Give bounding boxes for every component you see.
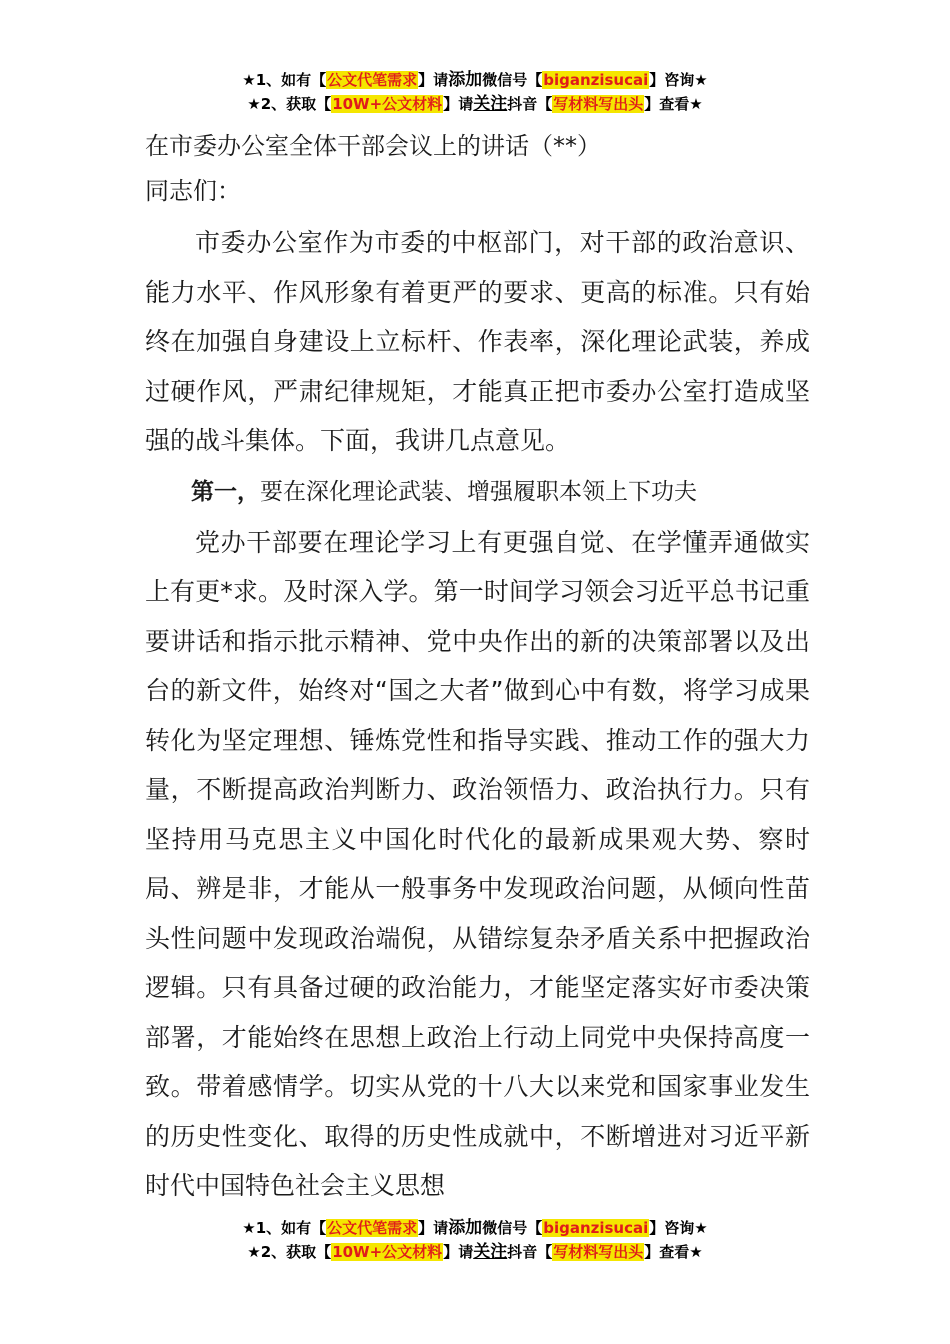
banner-text: 】请 bbox=[418, 1219, 449, 1237]
banner-highlight: 写材料写出头 bbox=[553, 1243, 644, 1261]
banner-text: 】请 bbox=[443, 1243, 474, 1261]
banner-text: ★1、如有【 bbox=[242, 1219, 327, 1237]
banner-text: 】查看★ bbox=[644, 95, 703, 113]
banner-text: 关注 bbox=[473, 94, 508, 114]
section-number: 第一， bbox=[191, 478, 260, 505]
banner-wechat-id: biganzisucai bbox=[543, 1219, 649, 1237]
banner-line-1 bbox=[0, 68, 950, 92]
banner-text: 】查看★ bbox=[644, 1243, 703, 1261]
banner-highlight: 公文代笔需求 bbox=[327, 71, 418, 89]
banner-highlight: 写材料写出头 bbox=[553, 95, 644, 113]
footer-banner bbox=[0, 1216, 950, 1264]
intro-paragraph: 市委办公室作为市委的中枢部门，对干部的政治意识、能力水平、作风形象有着更严的要求、更高的标准。只有始终在加强自身建设上立标杆、作表率，深化理论武装，养成过硬作风，严肃纪律规矩，才能真正把市委办公室打造成坚强的战斗集体。下面，我讲几点意见。 bbox=[145, 228, 810, 455]
banner-text: ★2、获取【 bbox=[247, 1243, 332, 1261]
document-title: 在市委办公室全体干部会议上的讲话（**） bbox=[145, 132, 601, 160]
banner-highlight: 10W+公文材料 bbox=[332, 1243, 443, 1261]
banner-text: 添加 bbox=[448, 1218, 483, 1238]
banner-text: ★1、如有【 bbox=[242, 71, 327, 89]
banner-text: 】咨询★ bbox=[649, 71, 708, 89]
section-title: 要在深化理论武装、增强履职本领上下功夫 bbox=[260, 478, 697, 505]
banner-text: 微信号【 bbox=[482, 71, 543, 89]
banner-text: ★2、获取【 bbox=[247, 95, 332, 113]
banner-text: 添加 bbox=[448, 70, 483, 90]
header-banner bbox=[0, 68, 950, 116]
banner-highlight: 公文代笔需求 bbox=[327, 1219, 418, 1237]
banner-text: 抖音【 bbox=[507, 1243, 553, 1261]
banner-highlight: 10W+公文材料 bbox=[332, 95, 443, 113]
greeting: 同志们： bbox=[145, 177, 241, 205]
banner-line-1 bbox=[0, 1216, 950, 1240]
banner-text: 】请 bbox=[443, 95, 474, 113]
banner-wechat-id: biganzisucai bbox=[543, 71, 649, 89]
body-paragraph: 党办干部要在理论学习上有更强自觉、在学懂弄通做实上有更*求。及时深入学。第一时间学习领会习近平总书记重要讲话和指示批示精神、党中央作出的新的决策部署以及出台的新文件，始终对“国之大者”做到心中有数，将学习成果转化为坚定理想、锤炼党性和指导实践、推动工作的强大力量，不断提高政治判断力、政治领悟力、政治执行力。只有坚持用马克思主义中国化时代化的最新成果观大势、察时局、辨是非，才能从一般事务中发现政治问题，从倾向性苗头性问题中发现政治端倪，从错综复杂矛盾关系中把握政治逻辑。只有具备过硬的政治能力，才能坚定落实好市委决策部署，才能始终在思想上政治上行动上同党中央保持高度一致。带着感情学。切实从党的十八大以来党和国家事业发生的历史性变化、取得的历史性成就中，不断增进对习近平新时代中国特色社会主义思想 bbox=[145, 527, 810, 1200]
banner-text: 关注 bbox=[473, 1242, 508, 1262]
section-heading bbox=[145, 466, 810, 518]
banner-text: 微信号【 bbox=[482, 1219, 543, 1237]
banner-text: 抖音【 bbox=[507, 95, 553, 113]
banner-text: 】请 bbox=[418, 71, 449, 89]
banner-line-2 bbox=[0, 92, 950, 116]
banner-text: 】咨询★ bbox=[649, 1219, 708, 1237]
banner-line-2 bbox=[0, 1240, 950, 1264]
document-body bbox=[145, 124, 810, 1211]
